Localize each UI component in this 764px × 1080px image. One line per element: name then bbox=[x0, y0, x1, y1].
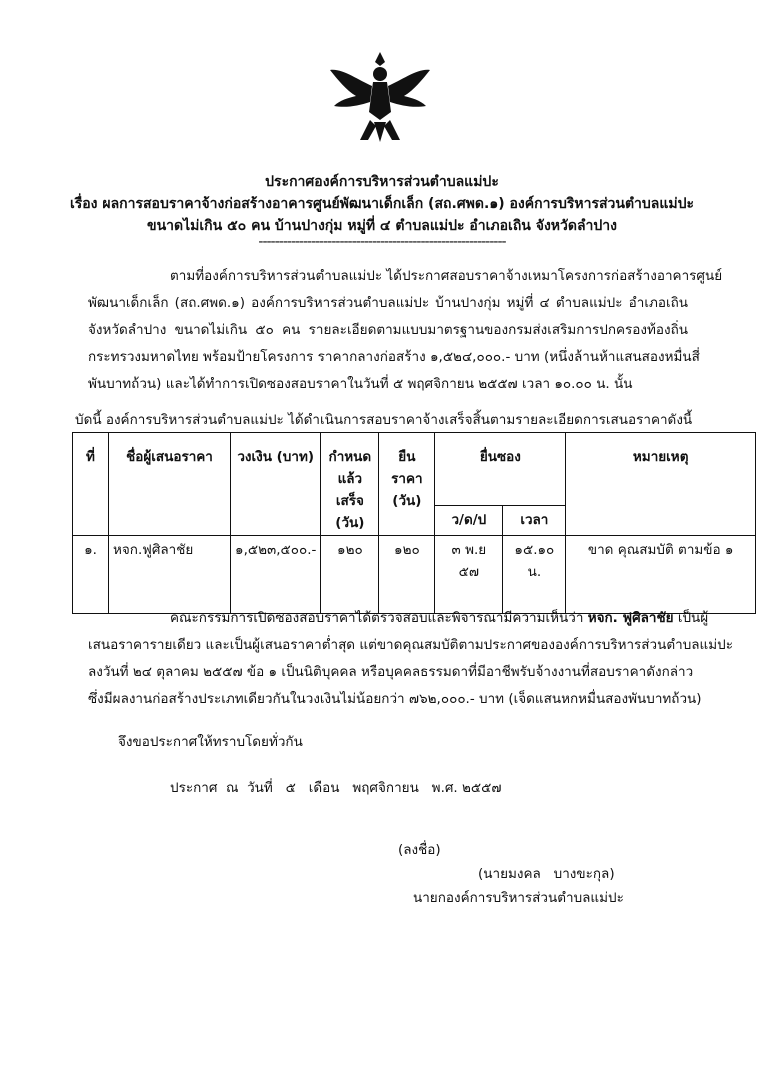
bidder-name: หจก. ฟูศิลาชัย bbox=[587, 610, 674, 626]
paragraph-intro-table: บัดนี้ องค์การบริหารส่วนตำบลแม่ปะ ได้ดำเนินการสอบราคาจ้างเสร็จสิ้นตามรายละเอียดการเสนอราคาดังนี้ bbox=[75, 412, 693, 428]
header-remark: หมายเหตุ bbox=[566, 433, 756, 536]
garuda-emblem-icon bbox=[328, 50, 432, 148]
cell-deadline: ๑๒๐ bbox=[321, 536, 379, 614]
announcement-subject: เรื่อง ผลการสอบราคาจ้างก่อสร้างอาคารศูนย์พัฒนาเด็กเล็ก (สถ.ศพด.๑) องค์การบริหารส่วนตำบลแม่ปะ bbox=[69, 196, 695, 212]
cell-date: ๓ พ.ย ๕๗ bbox=[435, 536, 503, 614]
text: คณะกรรมการเปิดซองสอบราคาได้ตรวจสอบและพิจารณามีความเห็นว่า bbox=[170, 610, 588, 626]
paragraph-line bbox=[170, 606, 709, 628]
paragraph-line: ลงวันที่ ๒๔ ตุลาคม ๒๕๕๗ ข้อ ๑ เป็นนิติบุคคล หรือบุคคลธรรมดาที่มีอาชีพรับจ้างงานที่สอบราคาดังกล่าว bbox=[88, 664, 694, 680]
signer-position: นายกองค์การบริหารส่วนตำบลแม่ปะ bbox=[413, 890, 624, 906]
cell-amount: ๑,๕๒๓,๕๐๐.- bbox=[231, 536, 321, 614]
paragraph-line: เสนอราคารายเดียว และเป็นผู้เสนอราคาต่ำสุด แต่ขาดคุณสมบัติตามประกาศขององค์การบริหารส่วนตำบลแม่ปะ bbox=[88, 637, 733, 653]
cell-bidder: หจก.ฟูศิลาชัย bbox=[109, 536, 231, 614]
announce-date: ประกาศ ณ วันที่ ๕ เดือน พฤศจิกายน พ.ศ. ๒๕๕๗ bbox=[170, 780, 502, 796]
cell-validity: ๑๒๐ bbox=[379, 536, 435, 614]
announcement-location: ขนาดไม่เกิน ๕๐ คน บ้านปางกุ่ม หมู่ที่ ๔ ตำบลแม่ปะ อำเภอเถิน จังหวัดลำปาง bbox=[147, 218, 617, 234]
text: เป็นผู้ bbox=[673, 610, 709, 626]
header-validity: ยืนราคา (วัน) bbox=[379, 433, 435, 536]
paragraph-line: ตามที่องค์การบริหารส่วนตำบลแม่ปะ ได้ประกาศสอบราคาจ้างเหมาโครงการก่อสร้างอาคารศูนย์ bbox=[170, 268, 723, 284]
closing-text: จึงขอประกาศให้ทราบโดยทั่วกัน bbox=[118, 734, 303, 750]
bid-results-table bbox=[72, 432, 756, 614]
header-submit: ยื่นซอง bbox=[435, 433, 566, 506]
cell-no: ๑. bbox=[73, 536, 109, 614]
cell-time: ๑๕.๑๐ น. bbox=[503, 536, 566, 614]
signer-name: (นายมงคล บางขะกุล) bbox=[478, 866, 615, 882]
signature-label: (ลงชื่อ) bbox=[398, 842, 441, 858]
header-amount: วงเงิน (บาท) bbox=[231, 433, 321, 536]
header-date: ว/ด/ป bbox=[435, 505, 503, 535]
paragraph-line: จังหวัดลำปาง ขนาดไม่เกิน ๕๐ คน รายละเอียดตามแบบมาตรฐานของกรมส่งเสริมการปกครองท้องถิ่น bbox=[88, 322, 688, 338]
separator: ------------------------------------------------------------- bbox=[258, 234, 506, 250]
header-bidder: ชื่อผู้เสนอราคา bbox=[109, 433, 231, 536]
header-deadline: กำหนด แล้วเสร็จ (วัน) bbox=[321, 433, 379, 536]
cell-remark: ขาด คุณสมบัติ ตามข้อ ๑ bbox=[566, 536, 756, 614]
table-row bbox=[73, 536, 756, 614]
header-no: ที่ bbox=[73, 433, 109, 536]
header-time: เวลา bbox=[503, 505, 566, 535]
paragraph-line: ซึ่งมีผลงานก่อสร้างประเภทเดียวกันในวงเงินไม่น้อยกว่า ๗๖๒,๐๐๐.- บาท (เจ็ดแสนหกหมื่นสองพันบาทถ้วน) bbox=[88, 691, 702, 707]
paragraph-line: พัฒนาเด็กเล็ก (สถ.ศพด.๑) องค์การบริหารส่วนตำบลแม่ปะ บ้านปางกุ่ม หมู่ที่ ๔ ตำบลแม่ปะ อำเภอเถิน bbox=[88, 295, 688, 311]
announcement-title: ประกาศองค์การบริหารส่วนตำบลแม่ปะ bbox=[265, 174, 499, 190]
paragraph-line: กระทรวงมหาดไทย พร้อมป้ายโครงการ ราคากลางก่อสร้าง ๑,๕๒๔,๐๐๐.- บาท (หนึ่งล้านห้าแสนสองหมื่นสี่ bbox=[88, 349, 700, 365]
paragraph-line: พันบาทถ้วน) และได้ทำการเปิดซองสอบราคาในวันที่ ๕ พฤศจิกายน ๒๕๕๗ เวลา ๑๐.๐๐ น. นั้น bbox=[88, 376, 633, 392]
